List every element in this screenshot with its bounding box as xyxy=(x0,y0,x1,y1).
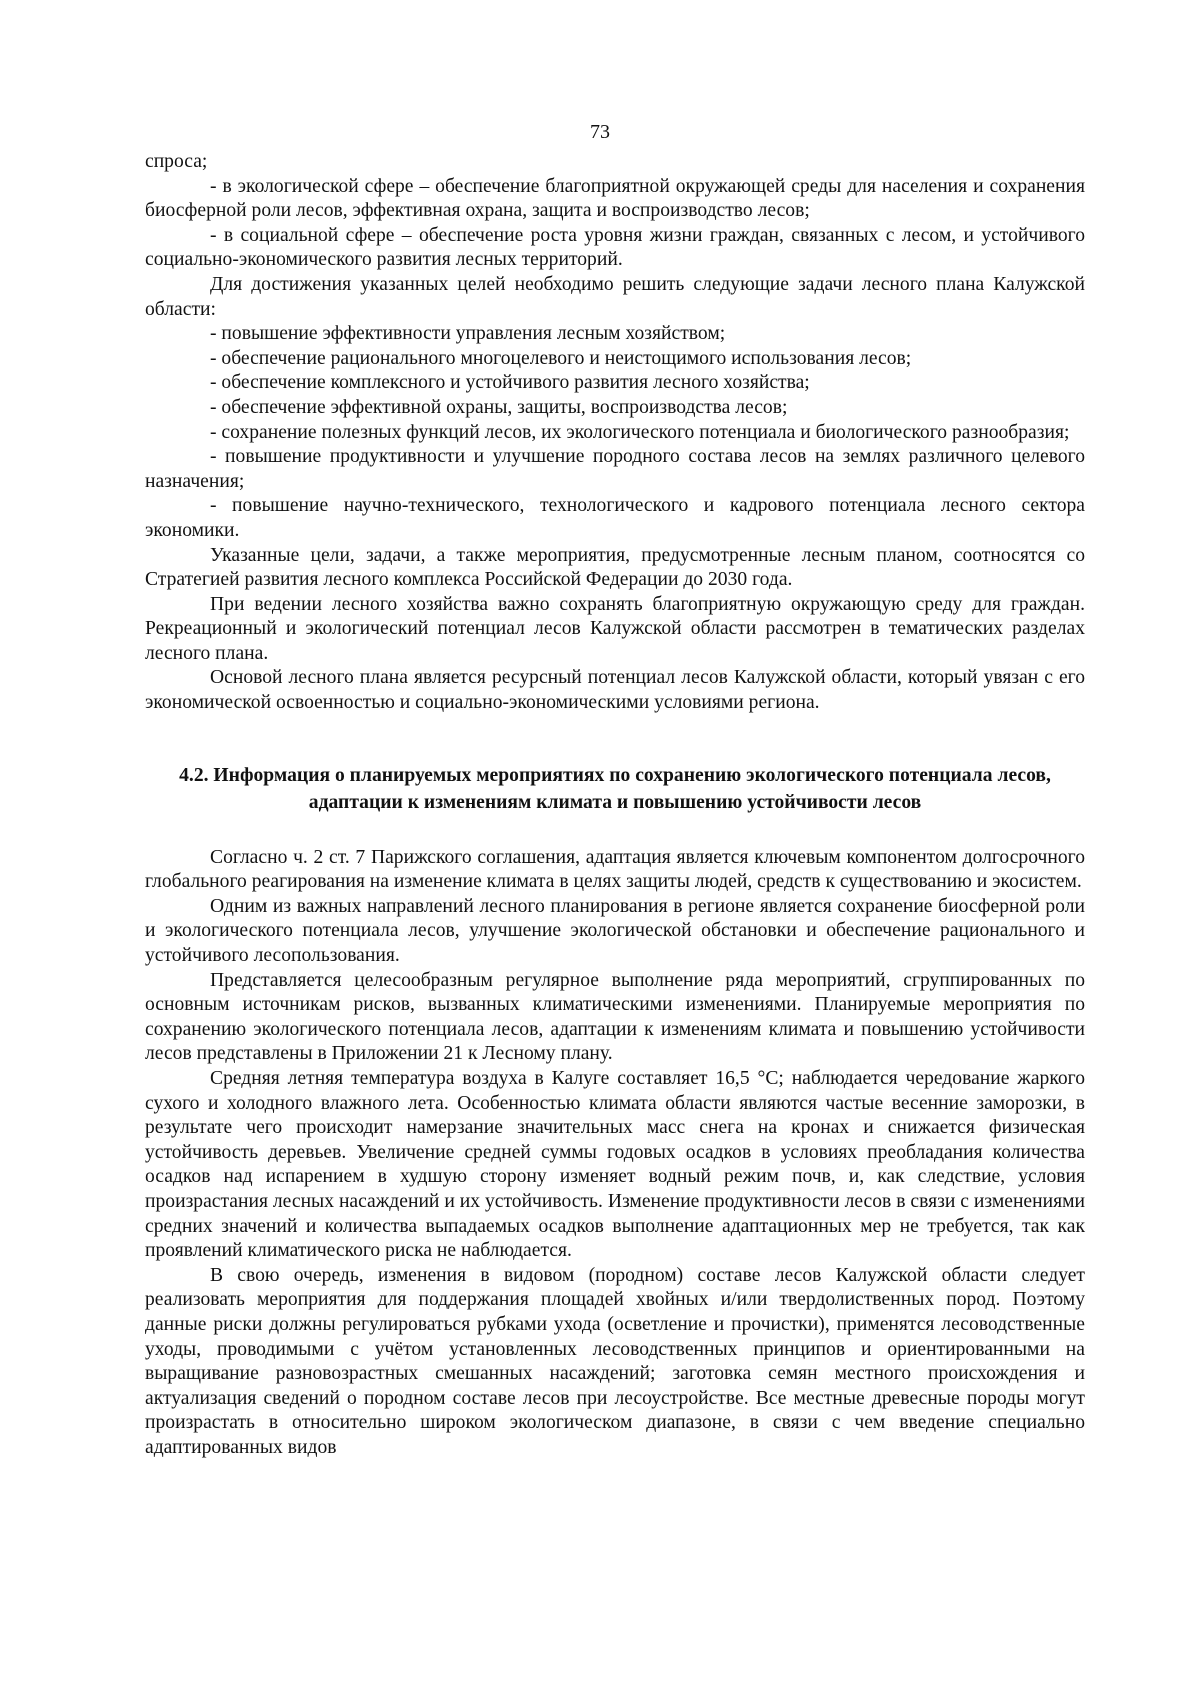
section-paragraphs xyxy=(145,846,1085,1461)
paragraph: - обеспечение комплексного и устойчивого развития лесного хозяйства; xyxy=(210,372,810,394)
paragraph: - повышение эффективности управления лесным хозяйством; xyxy=(210,323,726,345)
paragraph: Представляется целесообразным регулярное выполнение ряда мероприятий, сгруппированных по основным источникам рисков, вызванных климатическими изменениями. Планируемые мероприятия по сохранению экологического потенциала лесов, адаптации к изменениям климата и повышению устойчивости лесов представлены в Приложении 21 к Лесному плану. xyxy=(145,969,1085,1065)
section-heading: 4.2. Информация о планируемых мероприятиях по сохранению экологического потенциала лесов, адаптации к изменениям климата и повышению устойчивости лесов xyxy=(179,764,1051,813)
paragraph: Основой лесного плана является ресурсный потенциал лесов Калужской области, который увязан с его экономической освоенностью и социально-экономическими условиями региона. xyxy=(145,667,1085,714)
paragraph: - обеспечение рационального многоцелевого и неистощимого использования лесов; xyxy=(210,347,912,369)
paragraph: - обеспечение эффективной охраны, защиты, воспроизводства лесов; xyxy=(210,396,788,418)
paragraph: - сохранение полезных функций лесов, их экологического потенциала и биологического разнообразия; xyxy=(210,421,1070,443)
paragraph: - в социальной сфере – обеспечение роста уровня жизни граждан, связанных с лесом, и устойчивого социально-экономического развития лесных территорий. xyxy=(145,224,1085,271)
paragraph: - повышение научно-технического, технологического и кадрового потенциала лесного сектора экономики. xyxy=(145,495,1085,541)
paragraph: Указанные цели, задачи, а также мероприятия, предусмотренные лесным планом, соотносятся со Стратегией развития лесного комплекса Российской Федерации до 2030 года. xyxy=(145,544,1085,591)
paragraph: - в экологической сфере – обеспечение благоприятной окружающей среды для населения и сохранения биосферной роли лесов, эффективная охрана, защита и воспроизводство лесов; xyxy=(145,175,1085,222)
paragraph: Согласно ч. 2 ст. 7 Парижского соглашения, адаптация является ключевым компонентом долгосрочного глобального реагирования на изменение климата в целях защиты людей, средств к существованию и экосистем. xyxy=(145,846,1085,893)
paragraph: - повышение продуктивности и улучшение породного состава лесов на землях различного целевого назначения; xyxy=(145,446,1085,492)
intro-paragraphs xyxy=(145,150,1085,716)
page-number: 73 xyxy=(590,121,610,143)
paragraph: спроса; xyxy=(145,151,208,172)
document-body xyxy=(145,150,1085,1461)
paragraph: При ведении лесного хозяйства важно сохранять благоприятную окружающую среду для граждан. Рекреационный и экологический потенциал лесов Калужской области рассмотрен в тематических разделах лесного плана. xyxy=(145,593,1085,664)
paragraph: Одним из важных направлений лесного планирования в регионе является сохранение биосферной роли и экологического потенциала лесов, улучшение экологической обстановки и обеспечение рационального и устойчивого лесопользования. xyxy=(145,895,1085,967)
paragraph: Средняя летняя температура воздуха в Калуге составляет 16,5 °С; наблюдается чередование жаркого сухого и холодного влажного лета. Особенностью климата области являются частые весенние заморозки, в результате чего происходит намерзание значительных масс снега на кронах и снижается физическая устойчивость деревьев. Увеличение средней суммы годовых осадков в условиях преобладания количества осадков над испарением в худшую сторону изменяет водный режим почв, и, как следствие, условия произрастания лесных насаждений и их устойчивость. Изменение продуктивности лесов в связи с изменениями средних значений и количества выпадаемых осадков выполнение адаптационных мер не требуется, так как проявлений климатического риска не наблюдается. xyxy=(145,1068,1085,1262)
paragraph: В свою очередь, изменения в видовом (породном) составе лесов Калужской области следует реализовать мероприятия для поддержания площадей хвойных и/или твердолиственных пород. Поэтому данные риски должны регулироваться рубками ухода (осветление и прочистки), применятся лесоводственные уходы, проводимыми с учётом установленных лесоводственных принципов и ориентированными на выращивание разновозрастных смешанных насаждений; заготовка семян местного происхождения и актуализация сведений о породном составе лесов при лесоустройстве. Все местные древесные породы могут произрастать в относительно широком экологическом диапазоне, в связи с чем введение специально адаптированных видов xyxy=(145,1264,1085,1458)
paragraph: Для достижения указанных целей необходимо решить следующие задачи лесного плана Калужской области: xyxy=(145,273,1085,320)
